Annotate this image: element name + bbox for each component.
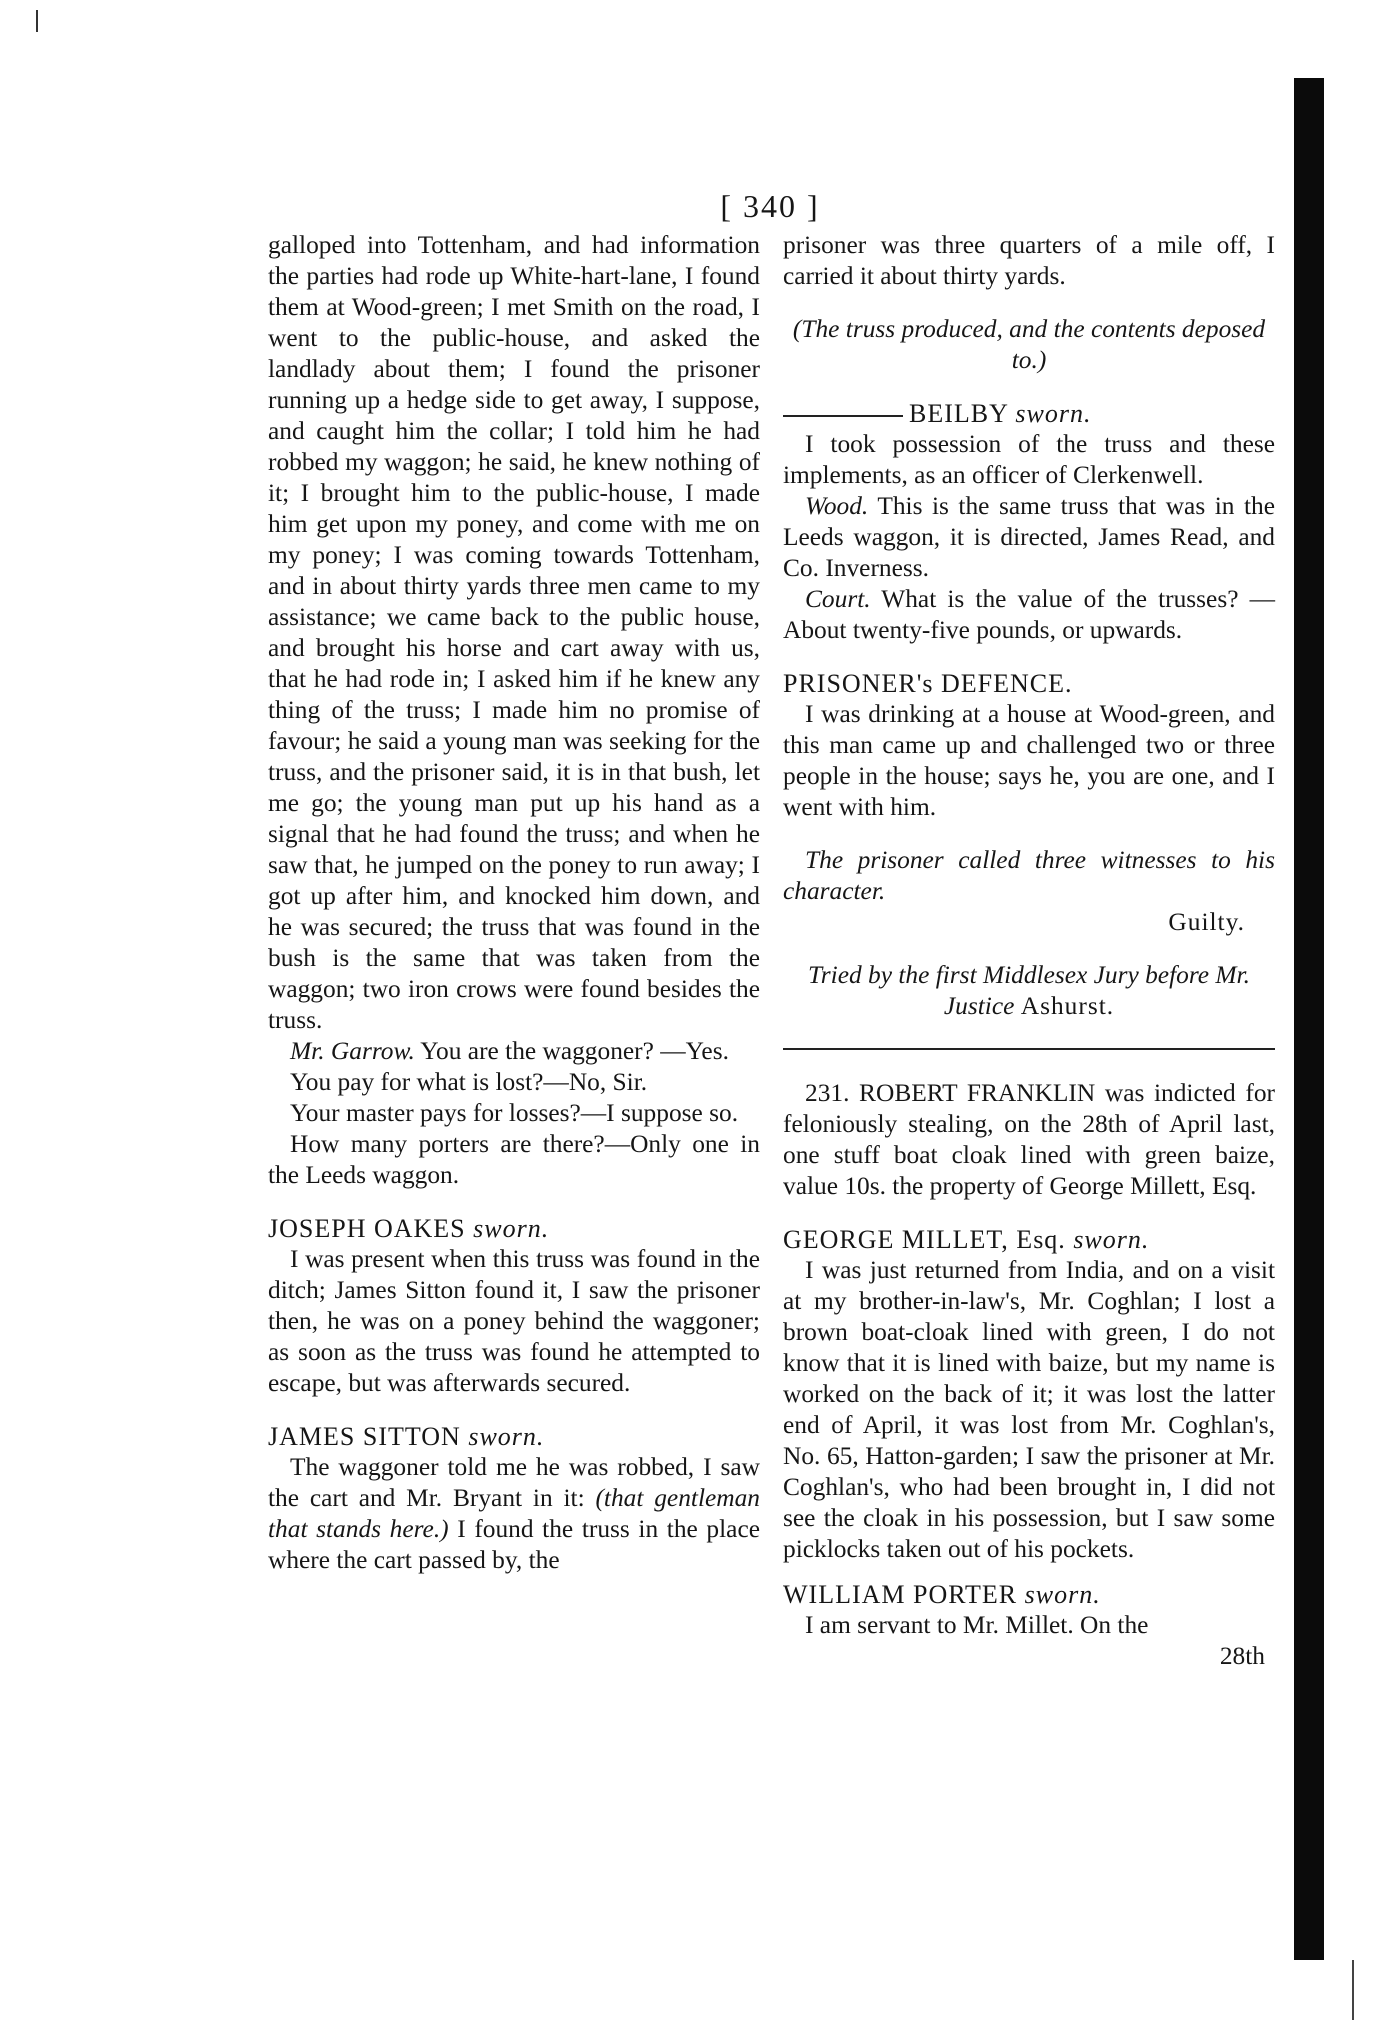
stage-note: The prisoner called three witnesses to his character. — [783, 846, 1275, 905]
witness-name: WILLIAM PORTER — [783, 1580, 1018, 1609]
paragraph — [783, 491, 1275, 584]
section-heading: PRISONER's DEFENCE. — [783, 669, 1073, 698]
witness-heading — [268, 1421, 760, 1452]
page-edge-mark — [1352, 1960, 1354, 2020]
binding-shadow — [1294, 78, 1324, 1960]
paragraph: I was present when this truss was found in the ditch; James Sitton found it, I saw the prisoner then, he was on a poney behind the waggoner; as soon as the truss was found he attempted to escape, but was afterwards secured. — [268, 1245, 760, 1397]
witness-name: JAMES SITTON — [268, 1422, 461, 1451]
paragraph: galloped into Tottenham, and had information the parties had rode up White-hart-lane, I found them at Wood-green; I met Smith on the road, I went to the public-house, and asked the landlady about them; I found the prisoner running up a hedge side to get away, I suppose, and caught him the collar; I told him he had robbed my waggon; he said, he knew nothing of it; I brought him to the public-house, I made him get upon my poney, and come with me on my poney; I was coming towards Tottenham, and in about thirty yards three men came to my assistance; we came back to the public house, and brought his horse and cart away with us, that he had rode in; I asked him if he knew any thing of the truss; I made him no promise of favour; he said a young man was seeking for the truss, and the prisoner said, it is in that bush, let me go; the young man put up his hand as a signal that he had found the truss; and when he saw that, he jumped on the poney to run away; I got up after him, and knocked him down, and he was secured; the truss that was found in the bush is the same that was taken from the waggon; two iron crows were found besides the truss. — [268, 231, 760, 1034]
paragraph-text: You are the waggoner? —Yes. — [414, 1037, 729, 1065]
witness-heading — [268, 1213, 760, 1244]
witness-heading — [783, 398, 1275, 429]
stage-note: (The truss produced, and the contents deposed to.) — [792, 315, 1266, 374]
trial-note — [783, 960, 1275, 1022]
paragraph-text: This is the same truss that was in the Leeds waggon, it is directed, James Read, and Co. Inverness. — [783, 492, 1275, 582]
speaker-name: Wood. — [805, 492, 869, 520]
paragraph: I was just returned from India, and on a visit at my brother-in-law's, Mr. Coghlan; I lost a brown boat-cloak lined with green, I do not know that it is lined with baize, but my name is worked on the back of it; it was lost the latter end of April, it was lost from Mr. Coghlan's, No. 65, Hatton-garden; I saw the prisoner at Mr. Coghlan's, who had been brought in, I did not see the cloak in his possession, but I saw some picklocks taken out of his pockets. — [783, 1256, 1275, 1563]
catchword: 28th — [1219, 1642, 1265, 1670]
paragraph: I took possession of the truss and these implements, as an officer of Clerkenwell. — [783, 430, 1275, 489]
verdict: Guilty. — [1168, 908, 1245, 936]
paragraph: How many porters are there?—Only one in the Leeds waggon. — [268, 1130, 760, 1189]
paragraph: You pay for what is lost?—No, Sir. — [290, 1068, 648, 1096]
page-edge-mark — [36, 10, 38, 32]
witness-name: BEILBY — [909, 399, 1008, 428]
sworn-label: sworn. — [1015, 399, 1092, 428]
sworn-label: sworn. — [1073, 1225, 1150, 1254]
paragraph — [268, 1036, 760, 1067]
witness-heading — [783, 1579, 1275, 1610]
paragraph: I am servant to Mr. Millet. On the — [805, 1611, 1149, 1639]
paragraph: I was drinking at a house at Wood-green, and this man came up and challenged two or three people in the house; says he, you are one, and I went with him. — [783, 700, 1275, 821]
sworn-label: sworn. — [1024, 1580, 1101, 1609]
name-dash — [783, 415, 903, 417]
page-number: [ 340 ] — [720, 188, 820, 224]
sworn-label: sworn. — [468, 1422, 545, 1451]
section-divider — [783, 1048, 1275, 1050]
paragraph: prisoner was three quarters of a mile off, I carried it about thirty yards. — [783, 231, 1275, 290]
justice-name: Ashurst. — [1020, 992, 1115, 1020]
paragraph — [783, 584, 1275, 646]
right-column — [783, 230, 1275, 1672]
witness-heading — [783, 1224, 1275, 1255]
trial-note-text: Tried by the first Middlesex Jury before Mr. Justice — [808, 961, 1250, 1020]
speaker-name: Mr. Garrow. — [290, 1037, 415, 1065]
paragraph: 231. ROBERT FRANKLIN was indicted for feloniously stealing, on the 28th of April last, one stuff boat cloak lined with green baize, value 10s. the property of George Millett, Esq. — [783, 1079, 1275, 1200]
paragraph-text: The waggoner told me he was robbed, I saw the cart and Mr. Bryant in it: — [268, 1453, 760, 1512]
paragraph-text: What is the value of the trusses? —About twenty-five pounds, or upwards. — [783, 585, 1275, 644]
paragraph — [268, 1452, 760, 1576]
witness-name: GEORGE MILLET, Esq. — [783, 1225, 1066, 1254]
paragraph-text: I found the truss in the place where the cart passed by, the — [268, 1515, 760, 1574]
paragraph: Your master pays for losses?—I suppose so. — [290, 1099, 739, 1127]
witness-name: JOSEPH OAKES — [268, 1214, 466, 1243]
left-column — [268, 230, 760, 1576]
sworn-label: sworn. — [473, 1214, 550, 1243]
aside-text: (that gentleman that stands here.) — [268, 1484, 760, 1543]
speaker-name: Court. — [805, 585, 871, 613]
